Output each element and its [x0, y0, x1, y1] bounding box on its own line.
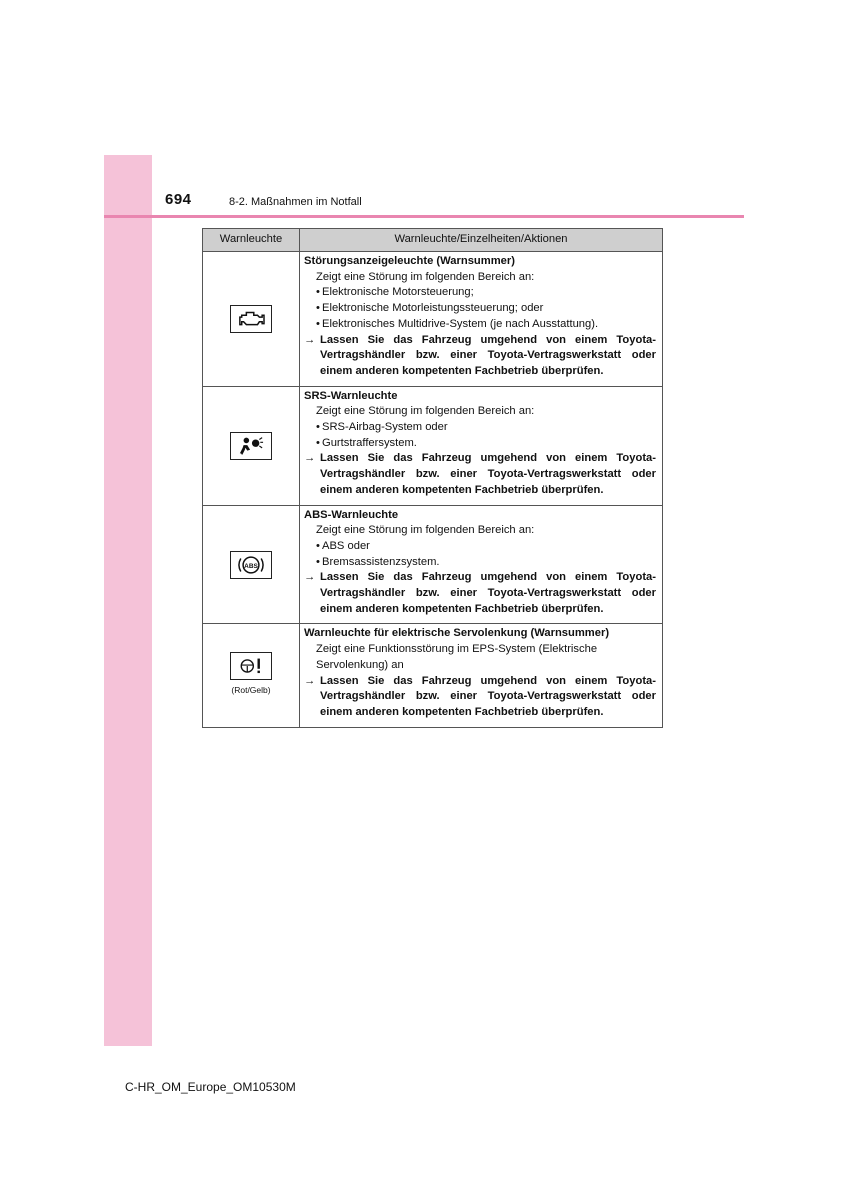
srs-airbag-icon [230, 432, 272, 460]
light-title: SRS-Warnleuchte [304, 389, 398, 402]
icon-color-note: (Rot/Gelb) [231, 685, 271, 696]
action-body: Lassen Sie das Fahrzeug umgehend von einem Toyota-Vertragshändler bzw. einer Toyota-Vertragswerkstatt oder einem anderen kompetenten Fachbetrieb überprüfen. [320, 333, 656, 377]
icon-cell [203, 624, 300, 727]
action-body: Lassen Sie das Fahrzeug umgehend von einem Toyota-Vertragshändler bzw. einer Toyota-Vertragswerkstatt oder einem anderen kompetenten Fachbetrieb überprüfen. [320, 452, 656, 496]
arrow-right-icon: → [304, 333, 316, 346]
action-body: Lassen Sie das Fahrzeug umgehend von einem Toyota-Vertragshändler bzw. einer Toyota-Vertragswerkstatt oder einem anderen kompetenten Fachbetrieb überprüfen. [320, 571, 656, 615]
list-item: • Elektronische Motorsteuerung; [304, 285, 656, 301]
action-text [304, 333, 656, 380]
light-intro: Zeigt eine Störung im folgenden Bereich an: [316, 270, 535, 283]
light-intro: Zeigt eine Störung im folgenden Bereich an: [316, 405, 535, 418]
arrow-right-icon: → [304, 452, 316, 465]
table-row [203, 252, 663, 387]
action-text [304, 570, 656, 617]
icon-cell [203, 505, 300, 624]
action-body: Lassen Sie das Fahrzeug umgehend von einem Toyota-Vertragshändler bzw. einer Toyota-Vertragswerkstatt oder einem anderen kompetenten Fachbetrieb überprüfen. [320, 674, 656, 718]
engine-check-icon [230, 305, 272, 333]
icon-cell [203, 252, 300, 387]
header-rule [104, 215, 744, 218]
list-item: • SRS-Airbag-System oder [304, 420, 656, 436]
light-title: Störungsanzeigeleuchte (Warnsummer) [304, 255, 515, 267]
light-intro: Zeigt eine Funktionsstörung im EPS-System (Elektrische Servolenkung) an [316, 643, 598, 671]
table-header-row [203, 229, 663, 252]
action-text [304, 451, 656, 498]
list-item: • ABS oder [304, 539, 656, 555]
abs-icon-label: ABS [244, 562, 258, 570]
light-intro: Zeigt eine Störung im folgenden Bereich an: [316, 524, 535, 537]
details-cell [300, 386, 663, 505]
action-text [304, 674, 656, 721]
light-title: Warnleuchte für elektrische Servolenkung (Warnsummer) [304, 627, 610, 640]
column-header-light: Warnleuchte [203, 229, 300, 252]
section-title: 8-2. Maßnahmen im Notfall [229, 196, 362, 208]
abs-icon [230, 551, 272, 579]
table-row [203, 624, 663, 727]
document-code: C-HR_OM_Europe_OM10530M [125, 1080, 296, 1094]
list-item: • Elektronisches Multidrive-System (je nach Ausstattung). [304, 317, 656, 333]
power-steering-icon [230, 652, 272, 680]
table-row [203, 505, 663, 624]
table-row [203, 386, 663, 505]
list-item: • Gurtstraffersystem. [304, 436, 656, 452]
details-cell [300, 505, 663, 624]
arrow-right-icon: → [304, 674, 316, 687]
column-header-details: Warnleuchte/Einzelheiten/Aktionen [300, 229, 663, 252]
list-item: • Elektronische Motorleistungssteuerung; oder [304, 301, 656, 317]
icon-cell [203, 386, 300, 505]
details-cell [300, 252, 663, 387]
page-number: 694 [165, 191, 192, 208]
arrow-right-icon: → [304, 571, 316, 584]
light-title: ABS-Warnleuchte [304, 508, 399, 521]
warning-light-table [202, 228, 663, 728]
details-cell [300, 624, 663, 727]
list-item: • Bremsassistenzsystem. [304, 555, 656, 571]
side-band [104, 155, 152, 1046]
